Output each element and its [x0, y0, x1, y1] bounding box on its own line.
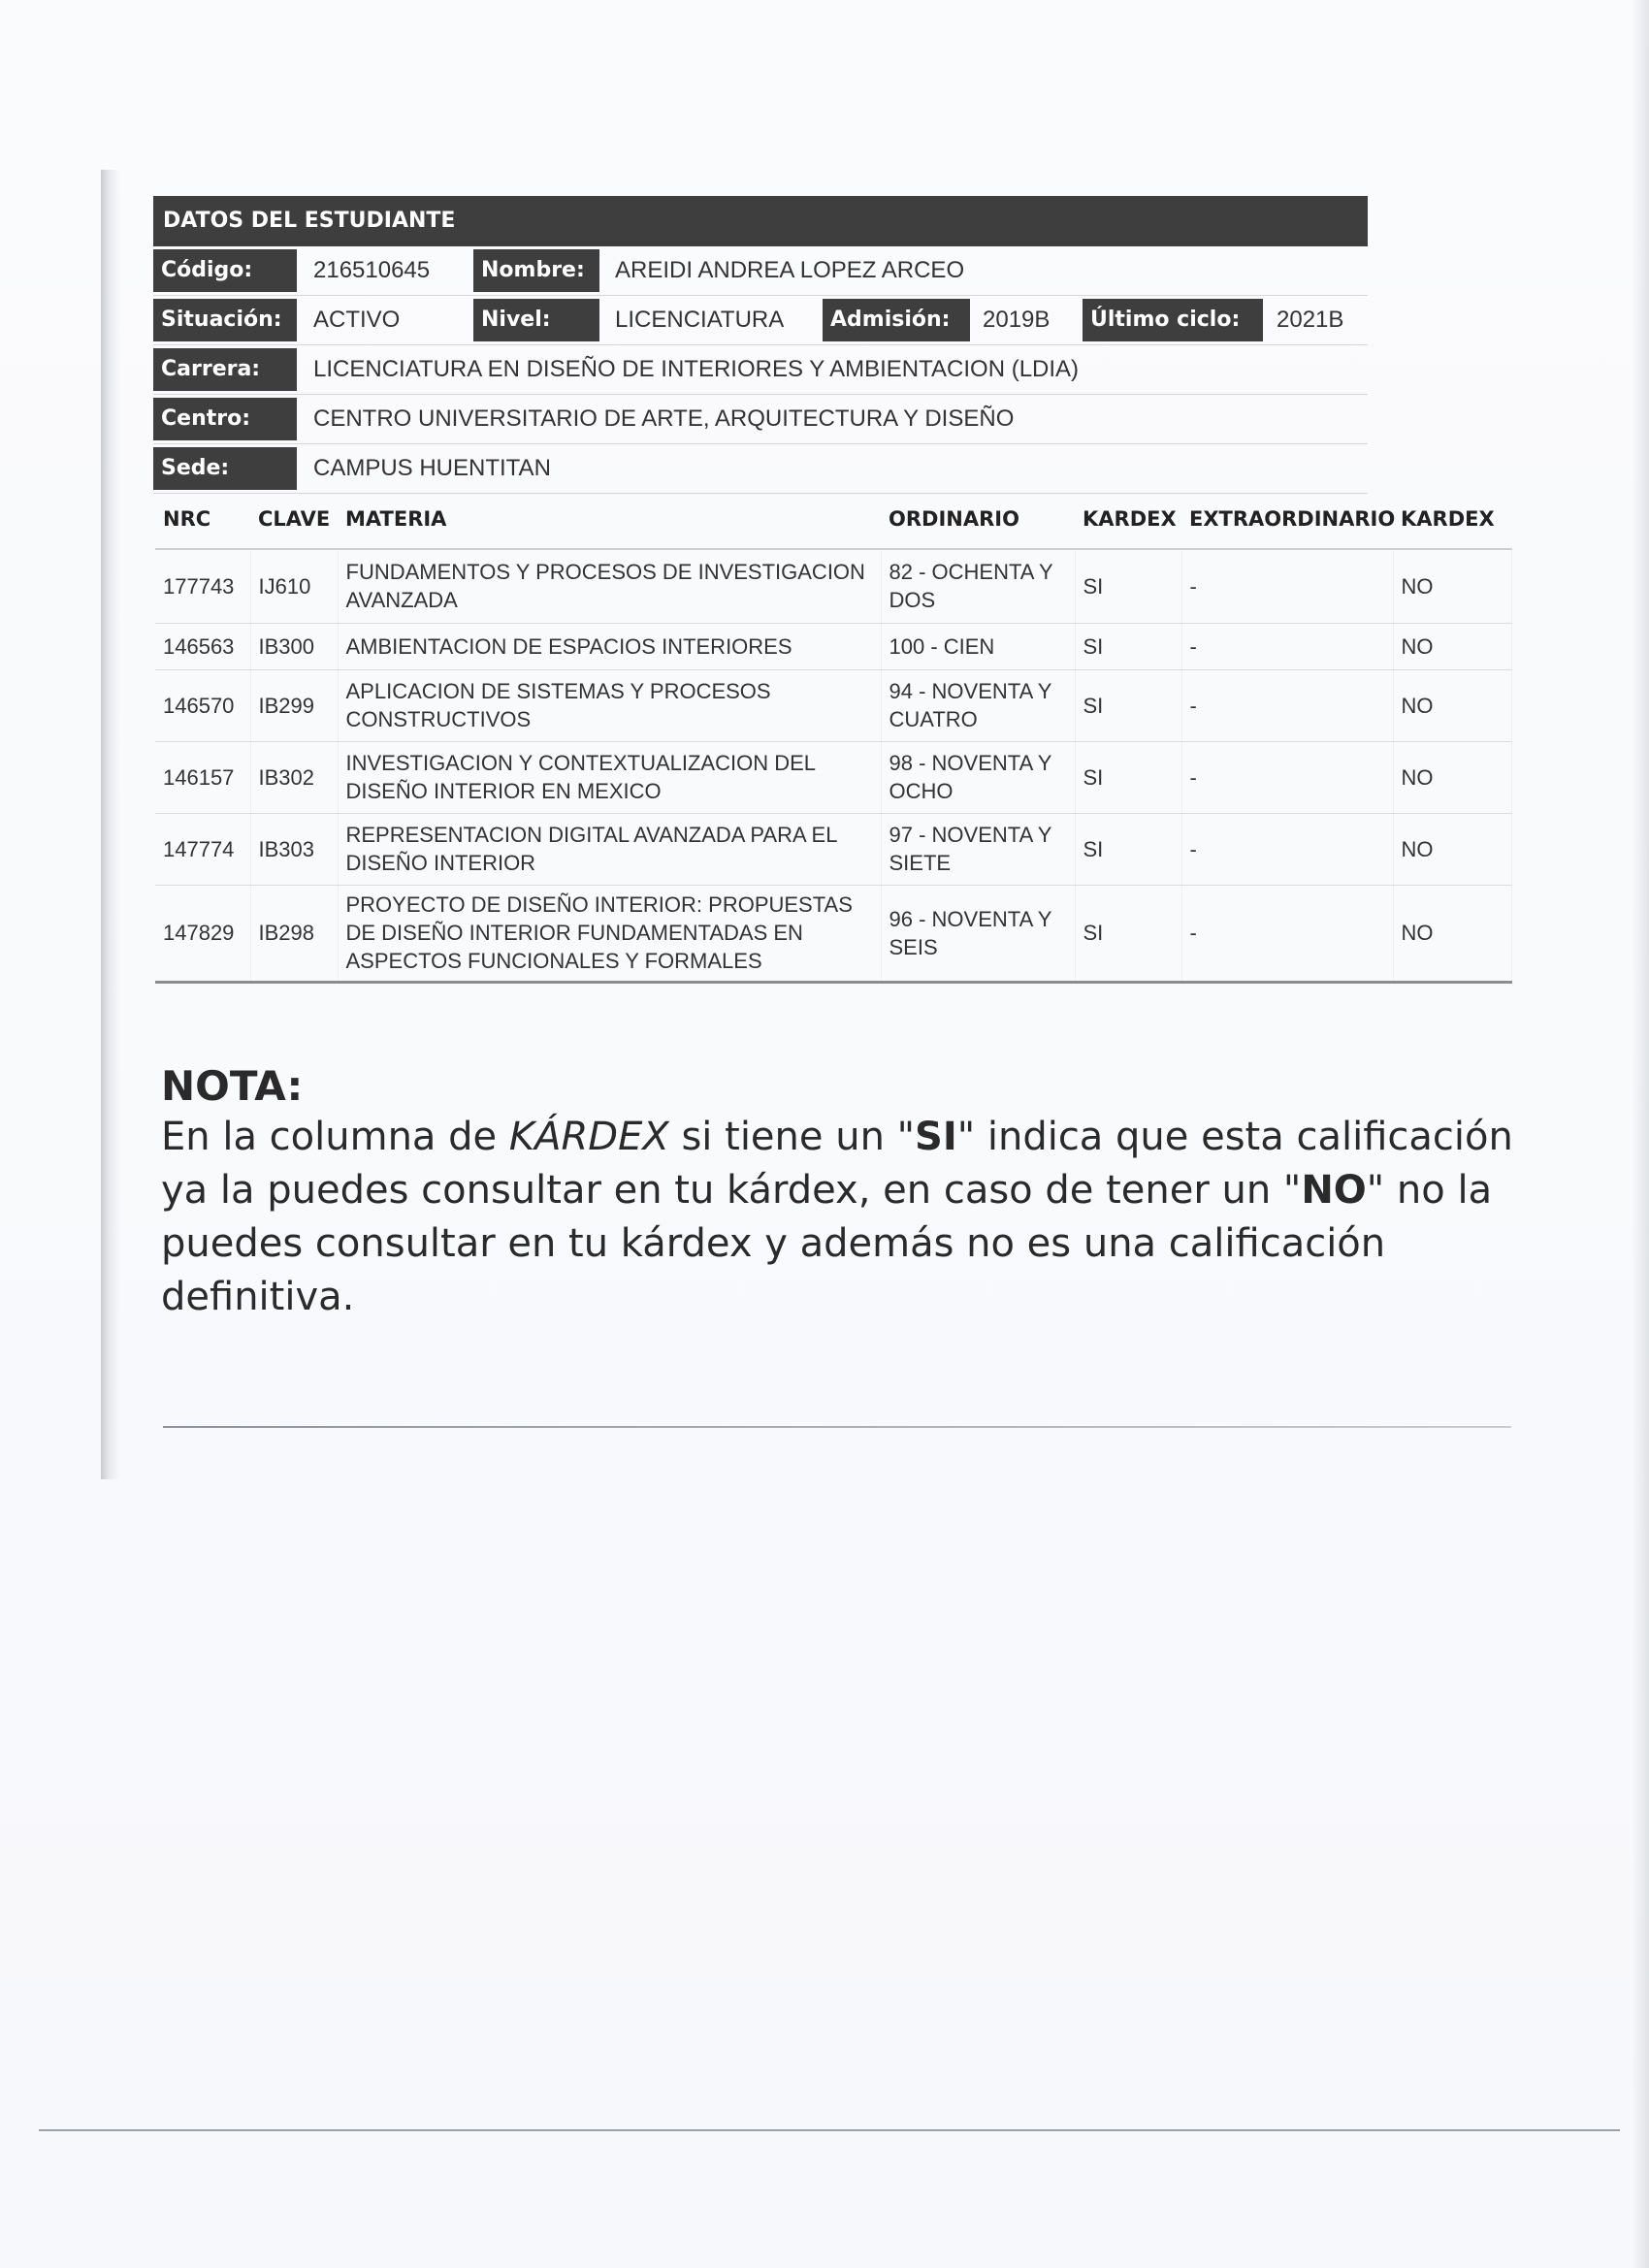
- note-text-part-2: si tiene un ": [668, 1115, 916, 1159]
- cell-clave: IJ610: [250, 549, 338, 623]
- cell-materia: INVESTIGACION Y CONTEXTUALIZACION DEL DISEÑO INTERIOR EN MEXICO: [338, 741, 881, 813]
- grades-header-row: [155, 490, 1511, 549]
- cell-kardex-extra: NO: [1393, 549, 1511, 623]
- student-data-panel: [153, 196, 1368, 494]
- cell-kardex-extra: NO: [1393, 623, 1511, 669]
- cell-nrc: 147829: [155, 885, 250, 982]
- table-row: [155, 669, 1511, 741]
- centro-value: CENTRO UNIVERSITARIO DE ARTE, ARQUITECTURA Y DISEÑO: [313, 405, 1015, 432]
- sede-label: Sede:: [153, 447, 297, 490]
- nombre-label: Nombre:: [473, 249, 599, 292]
- note-kardex-word: KÁRDEX: [508, 1115, 669, 1159]
- cell-nrc: 146157: [155, 741, 250, 813]
- cell-kardex: SI: [1075, 813, 1181, 885]
- nombre-value: AREIDI ANDREA LOPEZ ARCEO: [615, 257, 965, 283]
- cell-kardex: SI: [1075, 741, 1181, 813]
- cell-clave: IB298: [250, 885, 338, 982]
- student-row-codigo: [153, 246, 1368, 296]
- cell-materia: FUNDAMENTOS Y PROCESOS DE INVESTIGACION AVANZADA: [338, 549, 881, 623]
- codigo-label: Código:: [153, 249, 297, 292]
- ultimo-ciclo-value: 2021B: [1277, 307, 1344, 333]
- ultimo-ciclo-label: Último ciclo:: [1083, 299, 1263, 341]
- cell-ordinario: 96 - NOVENTA Y SEIS: [881, 885, 1075, 982]
- cell-kardex: SI: [1075, 885, 1181, 982]
- student-row-centro: [153, 395, 1368, 444]
- situacion-label: Situación:: [153, 299, 297, 341]
- student-row-sede: [153, 444, 1368, 494]
- cell-extraordinario: -: [1181, 669, 1393, 741]
- codigo-value: 216510645: [313, 257, 431, 283]
- cell-extraordinario: -: [1181, 741, 1393, 813]
- cell-materia: REPRESENTACION DIGITAL AVANZADA PARA EL DISEÑO INTERIOR: [338, 813, 881, 885]
- cell-ordinario: 97 - NOVENTA Y SIETE: [881, 813, 1075, 885]
- cell-kardex: SI: [1075, 623, 1181, 669]
- cell-nrc: 146570: [155, 669, 250, 741]
- carrera-label: Carrera:: [153, 348, 297, 391]
- table-row: [155, 549, 1511, 623]
- student-row-situacion: [153, 296, 1368, 345]
- carrera-value: LICENCIATURA EN DISEÑO DE INTERIORES Y AMBIENTACION (LDIA): [313, 356, 1080, 382]
- col-header-materia: MATERIA: [338, 490, 881, 549]
- page-right-shadow: [1632, 0, 1649, 2268]
- cell-extraordinario: -: [1181, 885, 1393, 982]
- col-header-kardex-extra: KARDEX: [1393, 490, 1511, 549]
- table-row: [155, 741, 1511, 813]
- student-row-carrera: [153, 345, 1368, 395]
- cell-nrc: 146563: [155, 623, 250, 669]
- cell-extraordinario: -: [1181, 549, 1393, 623]
- cell-ordinario: 100 - CIEN: [881, 623, 1075, 669]
- cell-extraordinario: -: [1181, 623, 1393, 669]
- note-text-part-3: " indica que esta calificación ya la puedes consultar en tu kárdex, en caso de tener un ": [161, 1115, 1513, 1213]
- nivel-value: LICENCIATURA: [615, 307, 785, 333]
- col-header-extraordinario: EXTRAORDINARIO: [1181, 490, 1393, 549]
- note-text-part-1: En la columna de: [161, 1115, 509, 1159]
- note-title: NOTA:: [161, 1062, 304, 1110]
- cell-nrc: 177743: [155, 549, 250, 623]
- cell-kardex-extra: NO: [1393, 813, 1511, 885]
- note-divider: [163, 1426, 1511, 1428]
- admision-label: Admisión:: [823, 299, 970, 341]
- cell-ordinario: 98 - NOVENTA Y OCHO: [881, 741, 1075, 813]
- cell-kardex: SI: [1075, 669, 1181, 741]
- admision-value: 2019B: [983, 307, 1051, 333]
- centro-label: Centro:: [153, 398, 297, 440]
- situacion-value: ACTIVO: [313, 307, 401, 333]
- cell-clave: IB303: [250, 813, 338, 885]
- sede-value: CAMPUS HUENTITAN: [313, 455, 551, 481]
- table-row: [155, 623, 1511, 669]
- nivel-label: Nivel:: [473, 299, 599, 341]
- cell-ordinario: 94 - NOVENTA Y CUATRO: [881, 669, 1075, 741]
- cell-extraordinario: -: [1181, 813, 1393, 885]
- cell-materia: APLICACION DE SISTEMAS Y PROCESOS CONSTRUCTIVOS: [338, 669, 881, 741]
- cell-materia: PROYECTO DE DISEÑO INTERIOR: PROPUESTAS DE DISEÑO INTERIOR FUNDAMENTADAS EN ASPECTOS FUNCIONALES Y FORMALES: [338, 885, 881, 982]
- col-header-ordinario: ORDINARIO: [881, 490, 1075, 549]
- note-text-part-4: " no la puedes consultar en tu kárdex y además no es una calificación definitiva.: [161, 1168, 1493, 1319]
- cell-kardex: SI: [1075, 549, 1181, 623]
- cell-clave: IB300: [250, 623, 338, 669]
- cell-ordinario: 82 - OCHENTA Y DOS: [881, 549, 1075, 623]
- cell-clave: IB302: [250, 741, 338, 813]
- note-no-word: NO: [1301, 1168, 1367, 1213]
- page-bottom-edge: [39, 2129, 1620, 2131]
- cell-kardex-extra: NO: [1393, 741, 1511, 813]
- col-header-nrc: NRC: [155, 490, 250, 549]
- cell-kardex-extra: NO: [1393, 885, 1511, 982]
- grades-table: [155, 490, 1512, 984]
- table-row: [155, 813, 1511, 885]
- note-si-word: SI: [915, 1115, 957, 1159]
- cell-kardex-extra: NO: [1393, 669, 1511, 741]
- col-header-clave: CLAVE: [250, 490, 338, 549]
- note-text: [161, 1111, 1519, 1324]
- student-data-header: DATOS DEL ESTUDIANTE: [153, 196, 1368, 246]
- cell-nrc: 147774: [155, 813, 250, 885]
- table-row: [155, 885, 1511, 982]
- cell-clave: IB299: [250, 669, 338, 741]
- cell-materia: AMBIENTACION DE ESPACIOS INTERIORES: [338, 623, 881, 669]
- col-header-kardex: KARDEX: [1075, 490, 1181, 549]
- page-left-shadow: [101, 170, 120, 1479]
